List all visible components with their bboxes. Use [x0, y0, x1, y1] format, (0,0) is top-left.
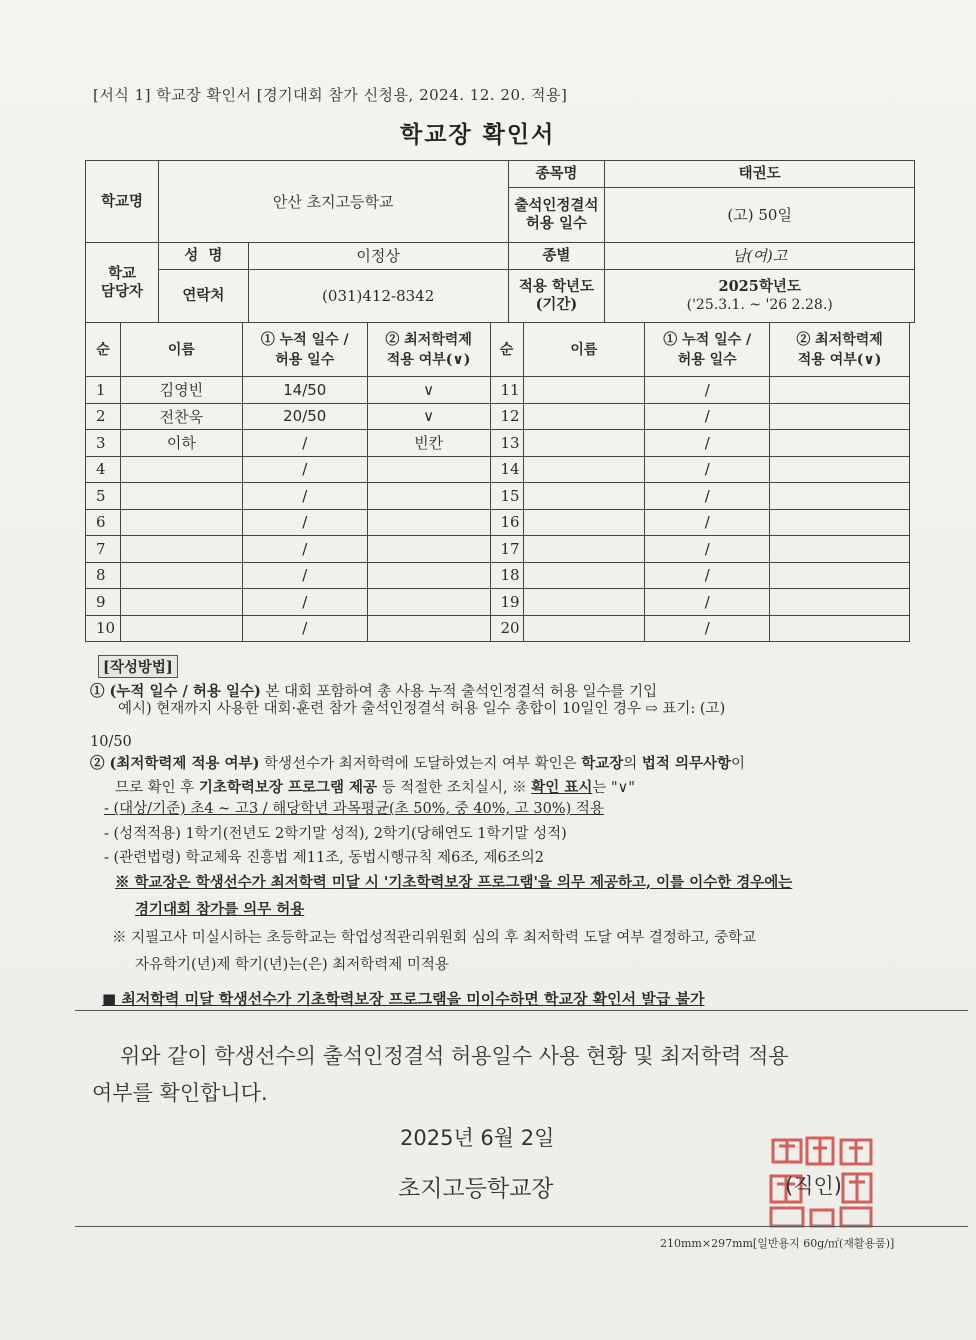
- gender-label: 종별: [508, 243, 605, 270]
- confirm-line2: 여부를 확인합니다.: [92, 1081, 268, 1105]
- cell-days: /: [645, 377, 770, 404]
- cell-days: /: [242, 589, 367, 616]
- cell-name: [523, 377, 645, 404]
- method-grades: - (성적적용) 1학기(전년도 2학기말 성적), 2학기(당해연도 1학기말 성적): [104, 826, 567, 842]
- cell-name: [523, 536, 645, 563]
- method-target: - (대상/기준) 초4 ~ 고3 / 해당학년 과목평균(초 50%, 중 40%, 고 30%) 적용: [104, 801, 604, 817]
- cell-min: [770, 403, 910, 430]
- cell-days: /: [645, 589, 770, 616]
- col-days-header: ① 누적 일수 / 허용 일수: [242, 323, 367, 377]
- method-item2-cont: 므로 확인 후: [115, 780, 199, 796]
- school-label: 학교명: [86, 161, 159, 243]
- manager-label: 학교 담당자: [86, 243, 159, 323]
- method-mark-label: 확인 표시: [531, 779, 593, 796]
- table-row: [86, 562, 910, 589]
- contact-value: (031)412-8342: [248, 270, 508, 323]
- event-value: 태권도: [605, 161, 915, 188]
- method-principal: 학교장: [581, 755, 624, 772]
- cell-days: /: [242, 562, 367, 589]
- event-label: 종목명: [508, 161, 605, 188]
- name-label: 성 명: [158, 243, 248, 270]
- cell-min: [367, 615, 490, 642]
- page-title: 학교장 확인서: [400, 121, 556, 148]
- cell-min: [770, 589, 910, 616]
- table-row: [86, 377, 910, 404]
- cell-min: [367, 589, 490, 616]
- cell-no: 15: [490, 483, 523, 510]
- cell-no: 13: [490, 430, 523, 457]
- cell-min: [770, 430, 910, 457]
- method-example: 예시) 현재까지 사용한 대회·훈련 참가 출석인정결석 허용 일수 총합이 10일인 경우 ⇨ 표기: (고): [118, 701, 726, 717]
- cell-min: [770, 562, 910, 589]
- col-min-header: ② 최저학력제 적용 여부(∨): [770, 323, 910, 377]
- absence-value: (고) 50일: [605, 188, 915, 243]
- paper-spec: 210mm×297mm[일반용지 60g/㎡(재활용품)]: [660, 1237, 895, 1250]
- method-title: [작성방법]: [98, 655, 178, 678]
- cell-no: 17: [490, 536, 523, 563]
- cell-min: [770, 377, 910, 404]
- method-item2-term: ② (최저학력제 적용 여부): [90, 755, 260, 772]
- cell-min: [367, 456, 490, 483]
- table-row: [86, 456, 910, 483]
- cell-days: /: [242, 483, 367, 510]
- cell-days: /: [645, 562, 770, 589]
- confirm-date: 2025년 6월 2일: [400, 1126, 555, 1150]
- cell-name: [120, 562, 242, 589]
- cell-min: [770, 536, 910, 563]
- method-program: 기초학력보장 프로그램 제공: [198, 779, 378, 796]
- cell-no: 10: [86, 615, 121, 642]
- cell-days: /: [242, 509, 367, 536]
- cell-no: 7: [86, 536, 121, 563]
- cell-name: 김영빈: [120, 377, 242, 404]
- cell-days: 14/50: [242, 377, 367, 404]
- cell-min: [367, 509, 490, 536]
- cell-days: /: [242, 430, 367, 457]
- table-header-row: [86, 323, 910, 377]
- cell-name: [523, 403, 645, 430]
- cell-days: 20/50: [242, 403, 367, 430]
- cell-no: 20: [490, 615, 523, 642]
- cell-no: 19: [490, 589, 523, 616]
- cell-days: /: [242, 536, 367, 563]
- cell-min: [367, 536, 490, 563]
- cell-name: 이하: [120, 430, 242, 457]
- cell-no: 6: [86, 509, 121, 536]
- cell-no: 3: [86, 430, 121, 457]
- table-row: [86, 483, 910, 510]
- year-label: 적용 학년도 (기간): [508, 270, 605, 323]
- cell-min: ∨: [367, 377, 490, 404]
- cell-days: /: [242, 615, 367, 642]
- cell-name: [523, 562, 645, 589]
- cell-no: 2: [86, 403, 121, 430]
- method-exam-note-cont: 자유학기(년)제 학기(년)는(은) 최저학력제 미적용: [135, 957, 449, 973]
- cell-min: [770, 509, 910, 536]
- method-item2-measure: 등 적절한 조치실시, ※: [377, 780, 532, 796]
- year-value: 2025학년도: [718, 278, 801, 295]
- method-duty-note-cont: 경기대회 참가를 의무 허용: [135, 901, 305, 918]
- cell-name: [120, 536, 242, 563]
- school-name: 안산 초지고등학교: [158, 161, 508, 243]
- info-table: [85, 160, 915, 323]
- method-warning: ■ 최저학력 미달 학생선수가 기초학력보장 프로그램을 미이수하면 학교장 확인서 발급 불가: [102, 990, 705, 1008]
- cell-days: /: [645, 483, 770, 510]
- cell-no: 12: [490, 403, 523, 430]
- year-cell: [605, 270, 915, 323]
- cell-no: 16: [490, 509, 523, 536]
- cell-name: [523, 615, 645, 642]
- method-law: - (관련법령) 학교체육 진흥법 제11조, 동법시행규칙 제6조, 제6조의2: [104, 850, 544, 866]
- cell-name: [523, 483, 645, 510]
- col-days-header: ① 누적 일수 / 허용 일수: [645, 323, 770, 377]
- col-name-header: 이름: [523, 323, 645, 377]
- cell-no: 8: [86, 562, 121, 589]
- cell-name: [120, 483, 242, 510]
- cell-days: /: [242, 456, 367, 483]
- cell-min: [770, 483, 910, 510]
- cell-min: [770, 456, 910, 483]
- form-header: [서식 1] 학교장 확인서 [경기대회 참가 신청용, 2024. 12. 20. 적용]: [93, 86, 568, 104]
- method-item2-end: 이: [731, 756, 746, 772]
- manager-name: 이정상: [248, 243, 508, 270]
- divider: [75, 1010, 968, 1011]
- cell-name: [120, 456, 242, 483]
- cell-no: 18: [490, 562, 523, 589]
- cell-days: /: [645, 509, 770, 536]
- cell-days: /: [645, 615, 770, 642]
- cell-no: 1: [86, 377, 121, 404]
- seal-label: (직인): [785, 1174, 842, 1198]
- table-row: [86, 403, 910, 430]
- col-name-header: 이름: [120, 323, 242, 377]
- col-no-header: 순: [86, 323, 121, 377]
- table-row: [86, 589, 910, 616]
- table-row: [86, 430, 910, 457]
- cell-name: 전찬욱: [120, 403, 242, 430]
- table-row: [86, 509, 910, 536]
- cell-name: [523, 430, 645, 457]
- table-row: [86, 536, 910, 563]
- cell-name: [120, 509, 242, 536]
- col-min-header: ② 최저학력제 적용 여부(∨): [367, 323, 490, 377]
- cell-min: [367, 562, 490, 589]
- method-duty-note: ※ 학교장은 학생선수가 최저학력 미달 시 '기초학력보장 프로그램'을 의무 제공하고, 이를 이수한 경우에는: [115, 874, 793, 891]
- col-no-header: 순: [490, 323, 523, 377]
- cell-name: [523, 589, 645, 616]
- confirm-line1: 위와 같이 학생선수의 출석인정결석 허용일수 사용 현황 및 최저학력 적용: [120, 1044, 789, 1068]
- cell-days: /: [645, 403, 770, 430]
- cell-name: [523, 456, 645, 483]
- absence-label: 출석인정결석 허용 일수: [508, 188, 605, 243]
- table-row: [86, 615, 910, 642]
- student-table: [85, 322, 910, 642]
- cell-days: /: [645, 430, 770, 457]
- cell-days: /: [645, 536, 770, 563]
- footer-divider: [75, 1226, 968, 1227]
- cell-min: 빈칸: [367, 430, 490, 457]
- method-exam-note: ※ 지필고사 미실시하는 초등학교는 학업성적관리위원회 심의 후 최저학력 도달 여부 결정하고, 중학교: [112, 930, 757, 946]
- cell-name: [523, 509, 645, 536]
- method-item2-text: 학생선수가 최저학력에 도달하였는지 여부 확인은: [259, 756, 582, 772]
- method-item2-particle: 의: [623, 756, 642, 772]
- gender-value: 남(여)고: [605, 243, 915, 270]
- cell-name: [120, 615, 242, 642]
- contact-label: 연락처: [158, 270, 248, 323]
- method-item1-term: ① (누적 일수 / 허용 일수): [90, 683, 261, 700]
- principal-name: 초지고등학교장: [398, 1176, 554, 1202]
- cell-min: [367, 483, 490, 510]
- cell-no: 9: [86, 589, 121, 616]
- cell-no: 5: [86, 483, 121, 510]
- cell-name: [120, 589, 242, 616]
- cell-no: 11: [490, 377, 523, 404]
- method-item1-text: 본 대회 포함하여 총 사용 누적 출석인정결석 허용 일수를 기입: [260, 684, 658, 700]
- cell-min: [770, 615, 910, 642]
- method-mark: 는 "∨": [592, 780, 635, 796]
- cell-no: 4: [86, 456, 121, 483]
- cell-min: ∨: [367, 403, 490, 430]
- method-example-value: 10/50: [90, 734, 132, 750]
- period-value: ('25.3.1. ~ '26 2.28.): [686, 297, 833, 313]
- cell-days: /: [645, 456, 770, 483]
- cell-no: 14: [490, 456, 523, 483]
- method-legal-duty: 법적 의무사항: [641, 755, 731, 772]
